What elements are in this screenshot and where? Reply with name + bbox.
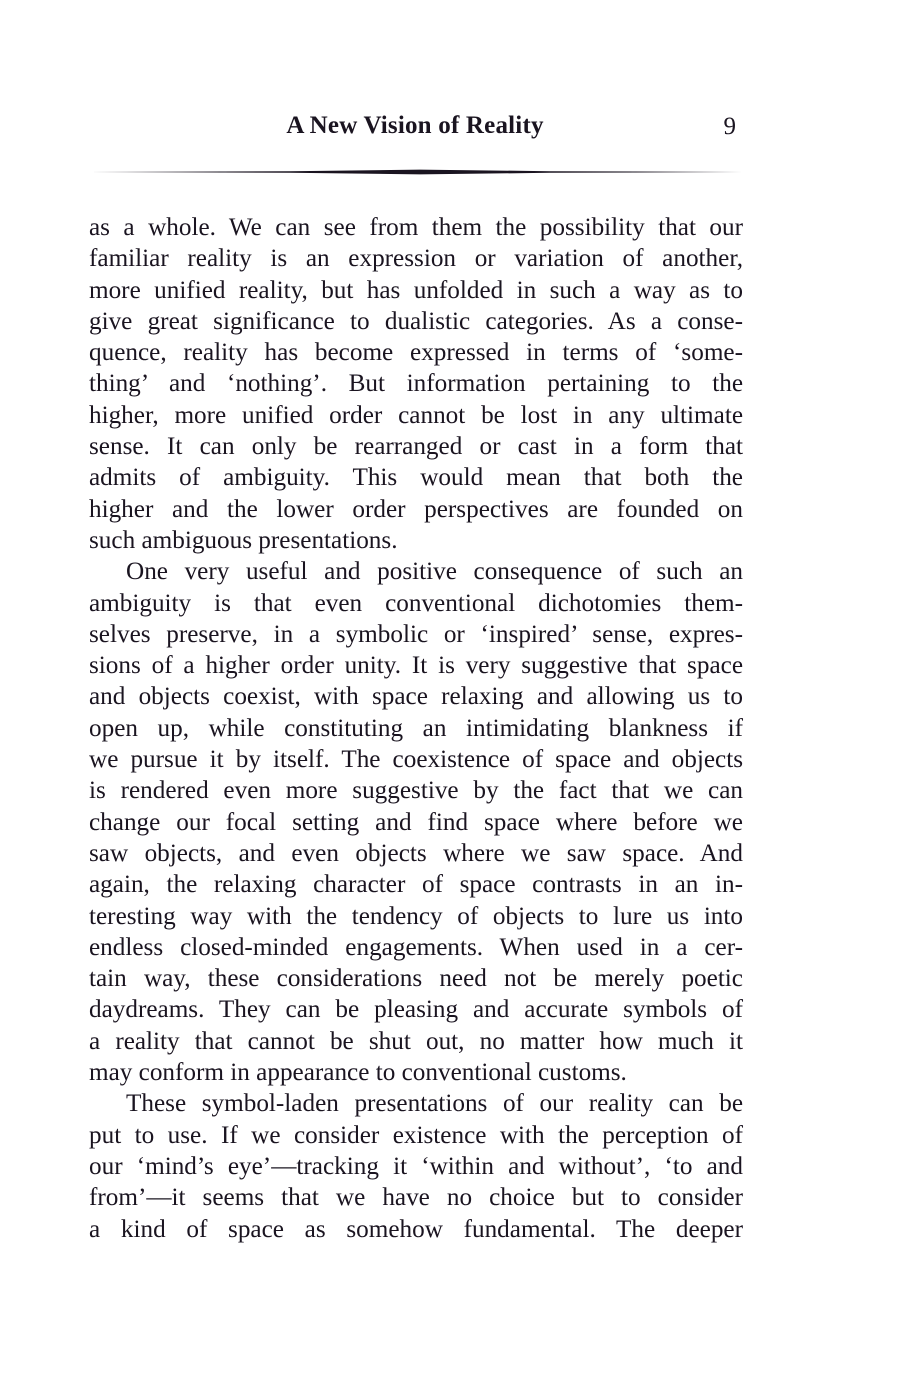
text-line: selves preserve, in a symbolic or ‘inspired’ sense, expres- — [89, 620, 743, 648]
text-line: sions of a higher order unity. It is very suggestive that space — [89, 652, 743, 680]
body-text — [89, 212, 743, 1245]
text-line: admits of ambiguity. This would mean that both the — [89, 464, 743, 492]
text-line: may conform in appearance to conventional customs. — [89, 1059, 627, 1087]
text-line: One very useful and positive consequence of such an — [126, 558, 743, 586]
text-line: our ‘mind’s eye’—tracking it ‘within and without’, ‘to and — [89, 1152, 743, 1180]
text-line: open up, while constituting an intimidating blankness if — [89, 714, 743, 742]
running-head — [90, 112, 740, 152]
text-line: daydreams. They can be pleasing and accurate symbols of — [89, 996, 743, 1024]
text-line: higher, more unified order cannot be lost in any ultimate — [89, 401, 743, 429]
text-line: we pursue it by itself. The coexistence of space and objects — [89, 746, 743, 774]
text-line: familiar reality is an expression or variation of another, — [89, 245, 743, 273]
paragraph-2 — [89, 556, 743, 1088]
text-line: sense. It can only be rearranged or cast in a form that — [89, 433, 743, 461]
text-line: a kind of space as somehow fundamental. The deeper — [89, 1215, 743, 1243]
text-line: give great significance to dualistic categories. As a conse- — [89, 307, 743, 335]
text-line: saw objects, and even objects where we saw space. And — [89, 839, 743, 867]
text-line: put to use. If we consider existence with the perception of — [89, 1121, 743, 1149]
text-line: teresting way with the tendency of objects to lure us into — [89, 902, 743, 930]
header-rule — [90, 169, 742, 175]
text-line: change our focal setting and find space where before we — [89, 808, 743, 836]
text-line: and objects coexist, with space relaxing and allowing us to — [89, 683, 743, 711]
text-line: ambiguity is that even conventional dichotomies them- — [89, 589, 743, 617]
running-title: A New Vision of Reality — [286, 112, 544, 139]
text-line: These symbol-laden presentations of our reality can be — [126, 1090, 743, 1118]
text-line: endless closed-minded engagements. When used in a cer- — [89, 933, 743, 961]
text-line: such ambiguous presentations. — [89, 526, 398, 554]
text-line: from’—it seems that we have no choice but to consider — [89, 1184, 743, 1212]
text-line: thing’ and ‘nothing’. But information pertaining to the — [89, 370, 743, 398]
page-number: 9 — [723, 113, 736, 140]
text-line: as a whole. We can see from them the possibility that our — [89, 214, 743, 241]
paragraph-1 — [89, 212, 743, 556]
paragraph-3 — [89, 1088, 743, 1244]
text-line: again, the relaxing character of space contrasts in an in- — [89, 871, 743, 899]
text-line: a reality that cannot be shut out, no matter how much it — [89, 1027, 743, 1055]
text-line: higher and the lower order perspectives are founded on — [89, 495, 743, 523]
text-line: is rendered even more suggestive by the fact that we can — [89, 777, 743, 805]
text-line: quence, reality has become expressed in terms of ‘some- — [89, 339, 743, 367]
text-line: tain way, these considerations need not be merely poetic — [89, 965, 743, 993]
text-line: more unified reality, but has unfolded in such a way as to — [89, 276, 743, 304]
